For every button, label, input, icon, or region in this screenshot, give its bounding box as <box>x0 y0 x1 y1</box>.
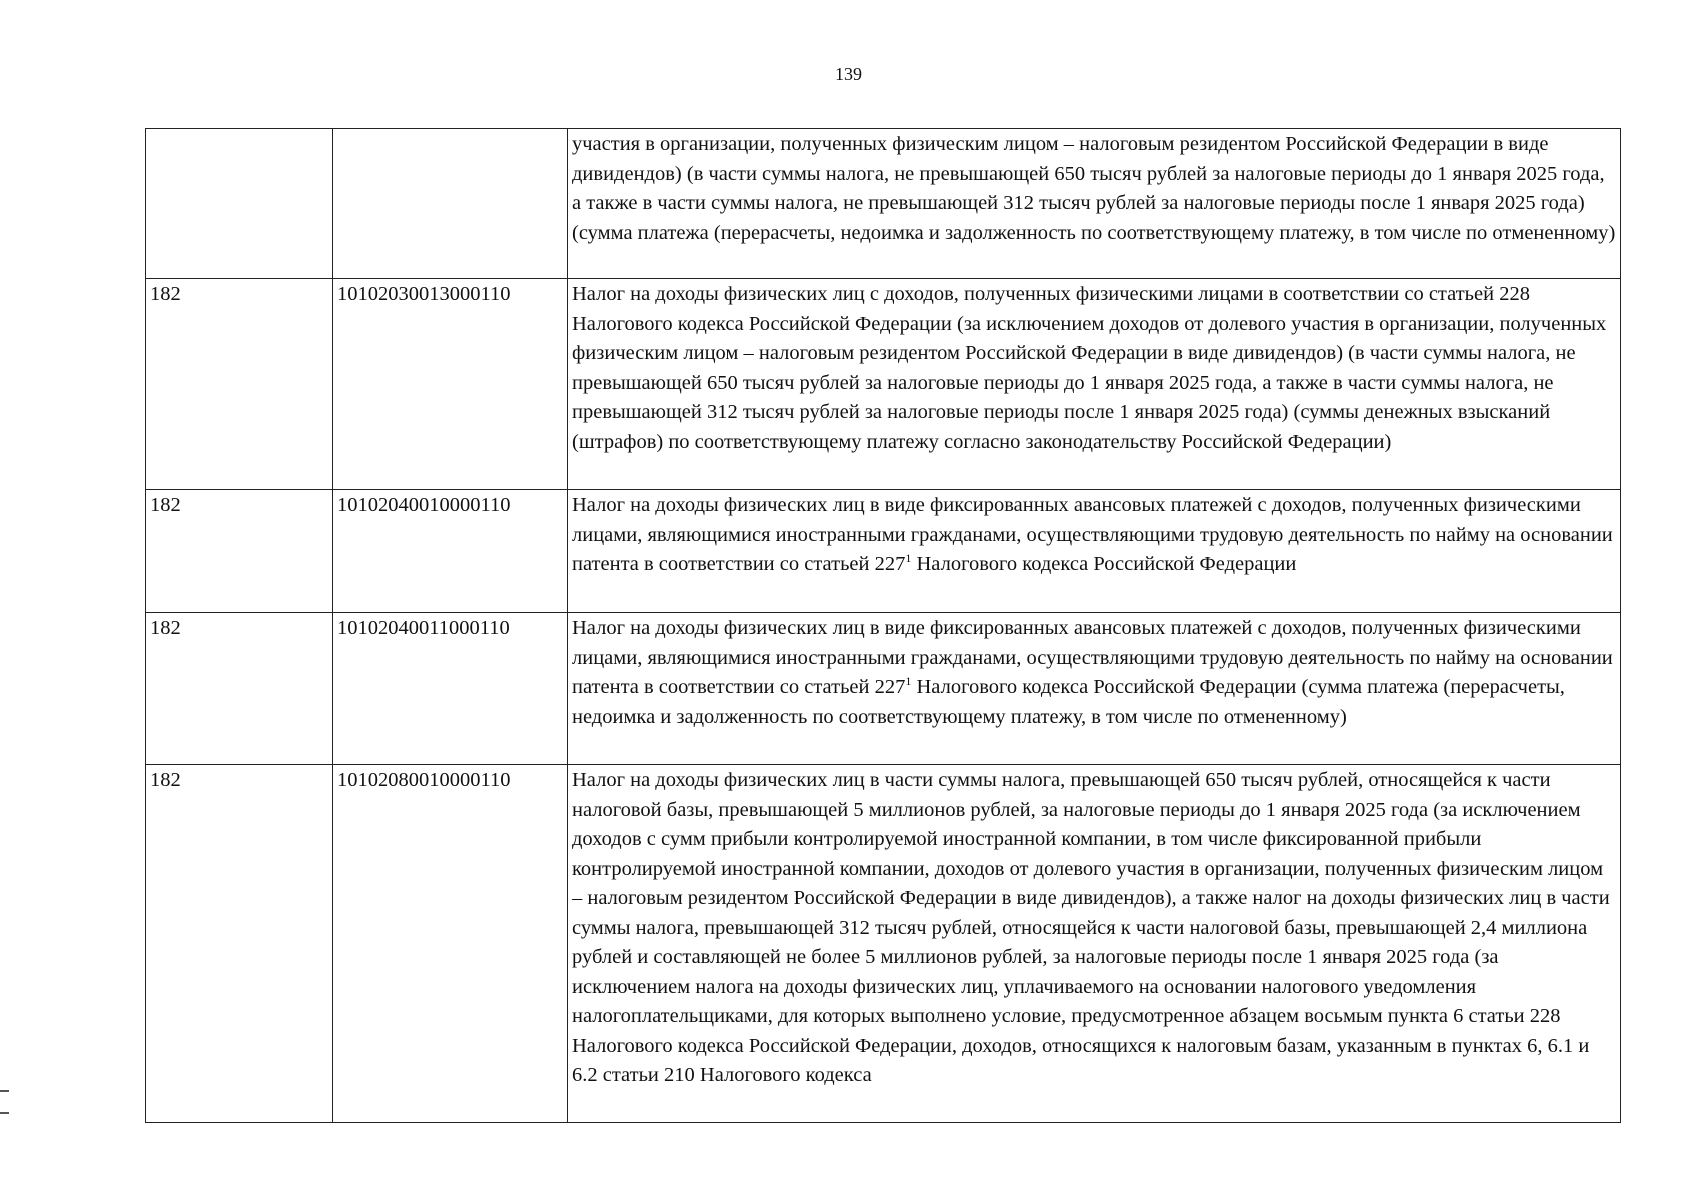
kbk-code-cell: 10102080010000110 <box>333 765 568 1123</box>
description-text: Налог на доходы физических лиц в виде фиксированных авансовых платежей с доходов, полученных физическими лицами, являющимися иностранными гражданами, осуществляющими трудовую деятельность по найму на основании патента в соответствии со статьей 227 <box>572 494 1613 575</box>
admin-code-cell <box>146 129 333 279</box>
table-row <box>146 490 1621 613</box>
table-row <box>146 765 1621 1123</box>
admin-code-cell: 182 <box>146 279 333 490</box>
kbk-code-cell: 10102030013000110 <box>333 279 568 490</box>
admin-code-cell: 182 <box>146 765 333 1123</box>
description-text: Налог на доходы физических лиц в виде фиксированных авансовых платежей с доходов, полученных физическими лицами, являющимися иностранными гражданами, осуществляющими трудовую деятельность по найму на основании патента в соответствии со статьей 227 <box>572 617 1613 698</box>
kbk-code-cell <box>333 129 568 279</box>
description-cell: участия в организации, полученных физическим лицом – налоговым резидентом Российской Федерации в виде дивидендов) (в части суммы налога, не превышающей 650 тысяч рублей за налоговые периоды до 1 января 2025 года, а также в части суммы налога, не превышающей 312 тысяч рублей за налоговые периоды после 1 января 2025 года) (сумма платежа (перерасчеты, недоимка и задолженность по соответствующему платежу, в том числе по отмененному) <box>568 129 1621 279</box>
article-superscript: 1 <box>905 674 912 689</box>
scan-artifact-mark <box>0 1112 9 1114</box>
kbk-code-cell: 10102040011000110 <box>333 613 568 765</box>
table-row <box>146 279 1621 490</box>
scan-artifact-mark <box>0 1090 9 1092</box>
description-text-tail: Налогового кодекса Российской Федерации <box>911 553 1297 575</box>
description-cell <box>568 490 1621 613</box>
table-row <box>146 613 1621 765</box>
kbk-code-cell: 10102040010000110 <box>333 490 568 613</box>
description-cell <box>568 613 1621 765</box>
admin-code-cell: 182 <box>146 613 333 765</box>
description-cell: Налог на доходы физических лиц с доходов, полученных физическими лицами в соответствии со статьей 228 Налогового кодекса Российской Федерации (за исключением доходов от долевого участия в организации, полученных физическим лицом – налоговым резидентом Российской Федерации в виде дивидендов) (в части суммы налога, не превышающей 650 тысяч рублей за налоговые периоды до 1 января 2025 года, а также в части суммы налога, не превышающей 312 тысяч рублей за налоговые периоды после 1 января 2025 года) (суммы денежных взысканий (штрафов) по соответствующему платежу согласно законодательству Российской Федерации) <box>568 279 1621 490</box>
page-number: 139 <box>835 64 862 84</box>
table-row <box>146 129 1621 279</box>
admin-code-cell: 182 <box>146 490 333 613</box>
description-cell: Налог на доходы физических лиц в части суммы налога, превышающей 650 тысяч рублей, относящейся к части налоговой базы, превышающей 5 миллионов рублей, за налоговые периоды до 1 января 2025 года (за исключением доходов с сумм прибыли контролируемой иностранной компании, в том числе фиксированной прибыли контролируемой иностранной компании, доходов от долевого участия в организации, полученных физическим лицом – налоговым резидентом Российской Федерации в виде дивидендов), а также налог на доходы физических лиц в части суммы налога, превышающей 312 тысяч рублей, относящейся к части налоговой базы, превышающей 2,4 миллиона рублей и составляющей не более 5 миллионов рублей, за налоговые периоды после 1 января 2025 года (за исключением налога на доходы физических лиц, уплачиваемого на основании налогового уведомления налогоплательщиками, для которых выполнено условие, предусмотренное абзацем восьмым пункта 6 статьи 228 Налогового кодекса Российской Федерации, доходов, относящихся к налоговым базам, указанным в пунктах 6, 6.1 и 6.2 статьи 210 Налогового кодекса <box>568 765 1621 1123</box>
budget-classification-table <box>145 128 1621 1123</box>
article-superscript: 1 <box>905 551 912 566</box>
description-text-tail: Налогового кодекса Российской Федерации (сумма платежа (перерасчеты, недоимка и задолженность по соответствующему платежу, в том числе по отмененному) <box>572 676 1565 728</box>
